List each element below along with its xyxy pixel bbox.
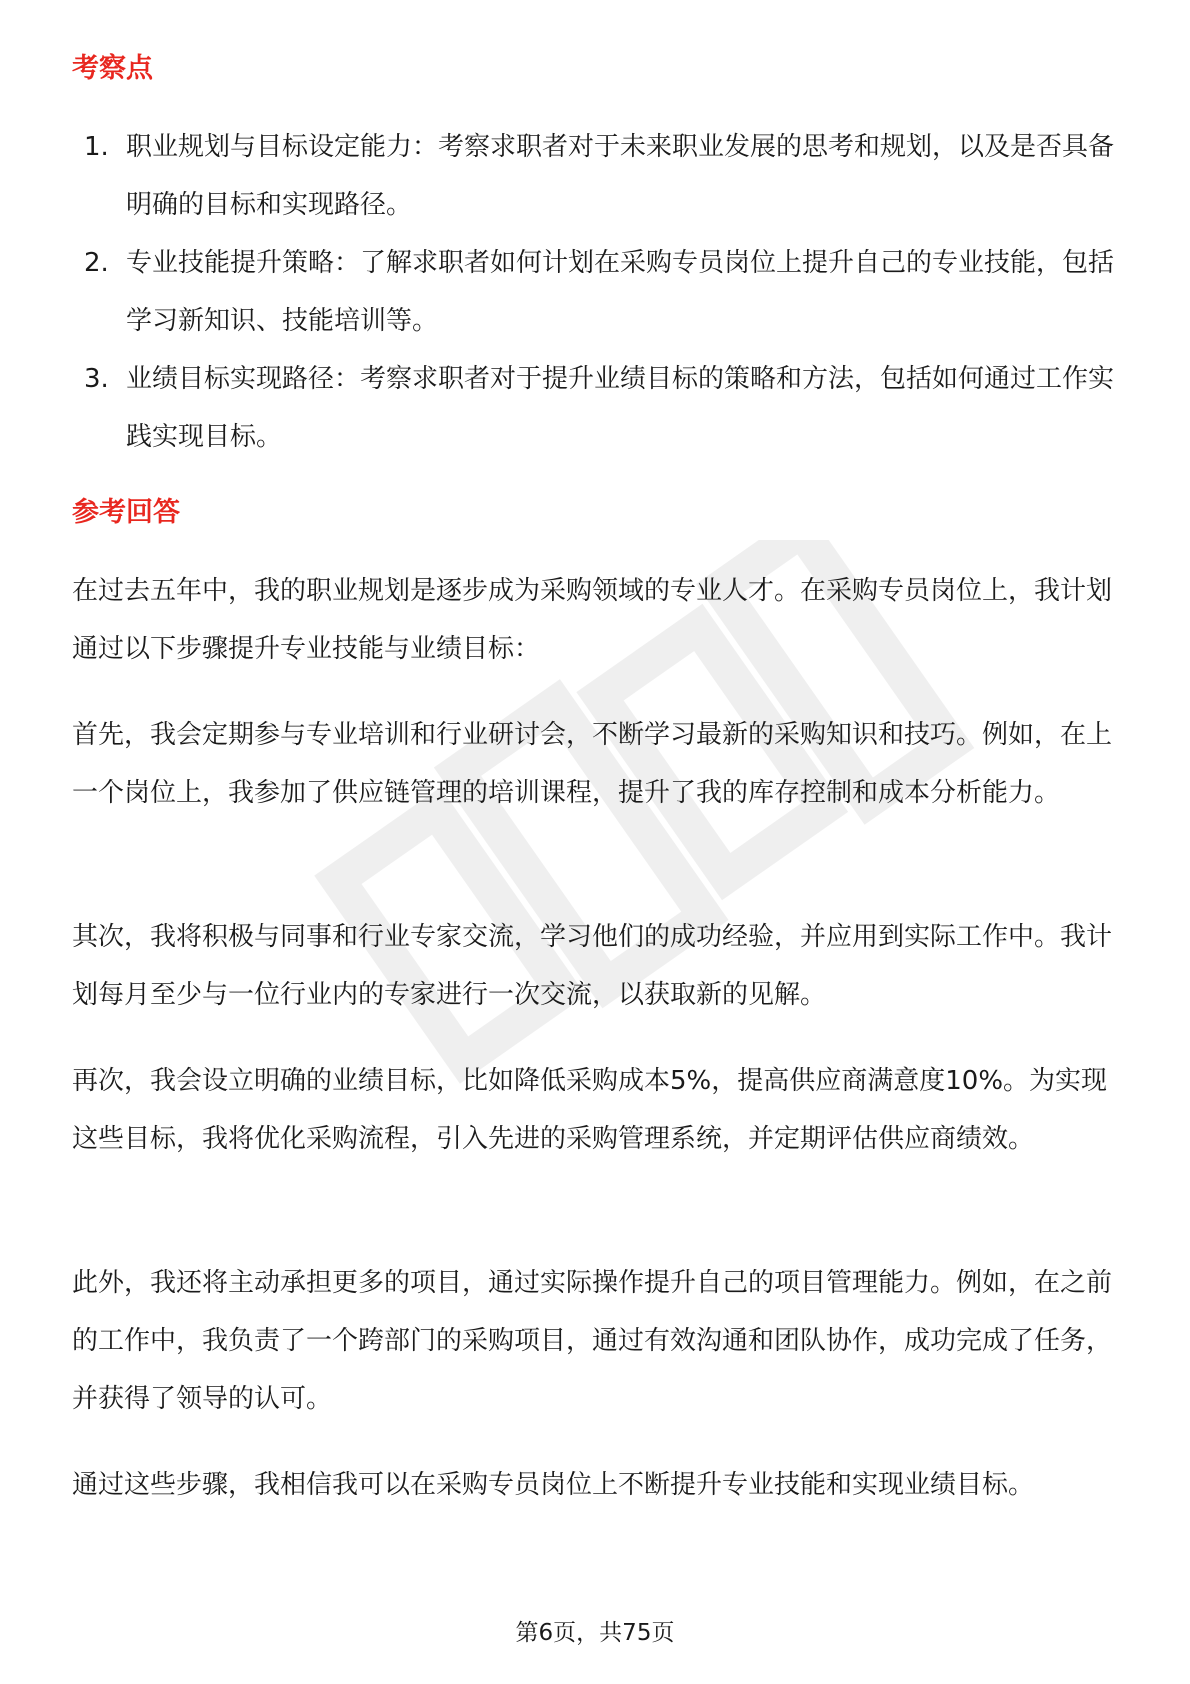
list-item bbox=[72, 234, 1122, 350]
answer-paragraph: 再次，我会设立明确的业绩目标，比如降低采购成本5%，提高供应商满意度10%。为实现这些目标，我将优化采购流程，引入先进的采购管理系统，并定期评估供应商绩效。 bbox=[72, 1066, 1108, 1154]
list-item bbox=[72, 118, 1122, 234]
list-item-text: 业绩目标实现路径：考察求职者对于提升业绩目标的策略和方法，包括如何通过工作实践实现目标。 bbox=[126, 364, 1115, 452]
list-item-number: 1. bbox=[84, 132, 109, 162]
answer-paragraph: 此外，我还将主动承担更多的项目，通过实际操作提升自己的项目管理能力。例如，在之前的工作中，我负责了一个跨部门的采购项目，通过有效沟通和团队协作，成功完成了任务，并获得了领导的认可。 bbox=[72, 1268, 1113, 1414]
answer-paragraph: 在过去五年中，我的职业规划是逐步成为采购领域的专业人才。在采购专员岗位上，我计划通过以下步骤提升专业技能与业绩目标： bbox=[72, 576, 1113, 664]
answer-paragraph: 通过这些步骤，我相信我可以在采购专员岗位上不断提升专业技能和实现业绩目标。 bbox=[72, 1470, 1035, 1500]
page-indicator: 第6页，共75页 bbox=[515, 1620, 675, 1646]
answer-paragraph: 首先，我会定期参与专业培训和行业研讨会，不断学习最新的采购知识和技巧。例如，在上一个岗位上，我参加了供应链管理的培训课程，提升了我的库存控制和成本分析能力。 bbox=[72, 720, 1113, 808]
exam-points-heading: 考察点 bbox=[72, 53, 153, 84]
list-item-text: 职业规划与目标设定能力：考察求职者对于未来职业发展的思考和规划，以及是否具备明确的目标和实现路径。 bbox=[126, 132, 1115, 220]
list-item-text: 专业技能提升策略：了解求职者如何计划在采购专员岗位上提升自己的专业技能，包括学习新知识、技能培训等。 bbox=[126, 248, 1115, 336]
list-item-number: 2. bbox=[84, 248, 109, 278]
list-item bbox=[72, 350, 1122, 466]
answer-heading: 参考回答 bbox=[72, 497, 180, 528]
list-item-number: 3. bbox=[84, 364, 109, 394]
answer-paragraph: 其次，我将积极与同事和行业专家交流，学习他们的成功经验，并应用到实际工作中。我计划每月至少与一位行业内的专家进行一次交流，以获取新的见解。 bbox=[72, 922, 1113, 1010]
exam-points-list bbox=[72, 118, 1122, 466]
